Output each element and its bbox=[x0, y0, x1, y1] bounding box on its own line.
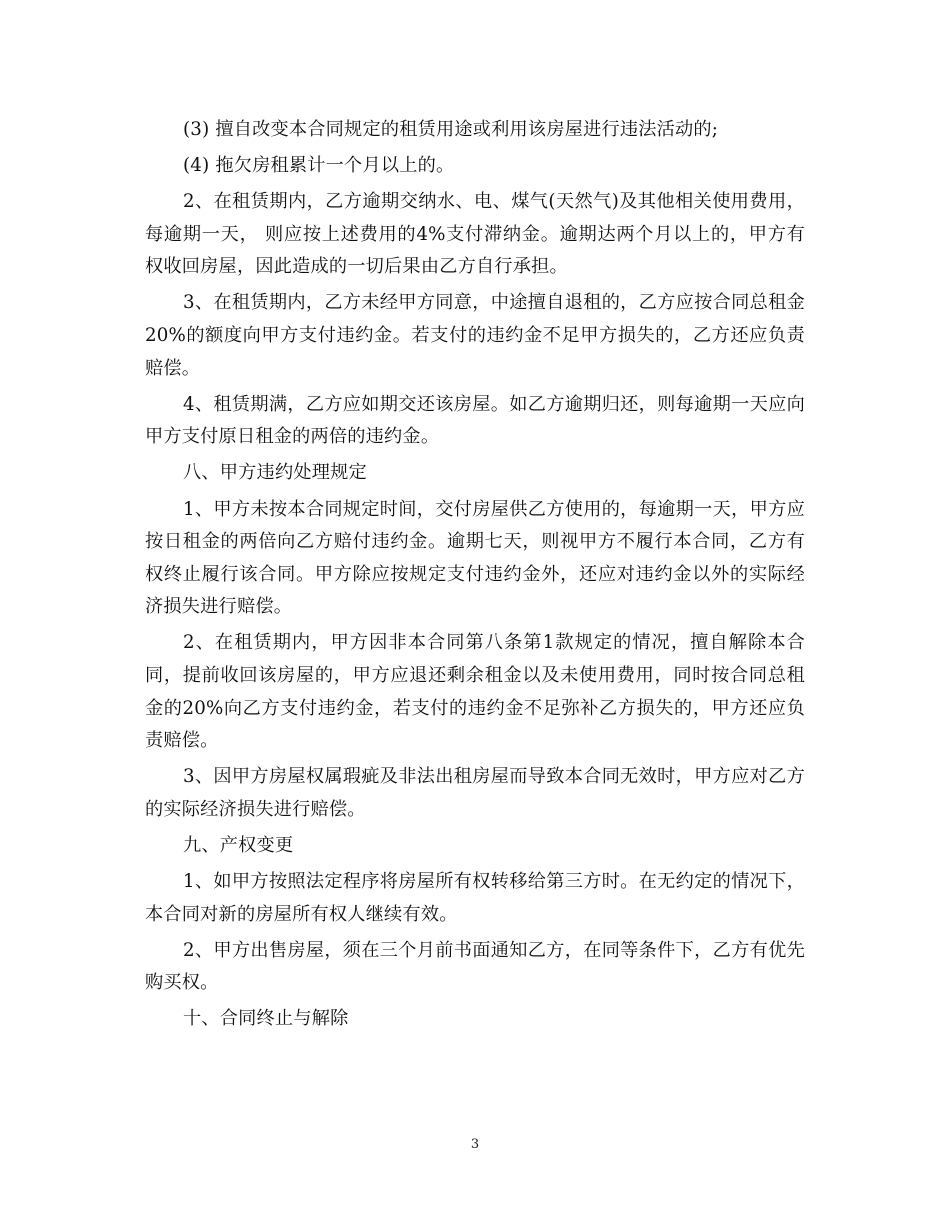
clause-item-3: (3) 擅自改变本合同规定的租赁用途或利用该房屋进行违法活动的; bbox=[183, 119, 719, 140]
section-8-clause-2: 2、在租赁期内，甲方因非本合同第八条第1款规定的情况，擅自解除本合同，提前收回该房屋的，甲方应退还剩余租金以及未使用费用，同时按合同总租金的20%向乙方支付违约金，若支付的违约金不足弥补乙方损失的，甲方还应负责赔偿。 bbox=[145, 632, 805, 752]
clause-2-late-fees: 2、在租赁期内，乙方逾期交纳水、电、煤气(天然气)及其他相关使用费用，每逾期一天， 则应按上述费用的4%支付滞纳金。逾期达两个月以上的，甲方有权收回房屋，因此造成的一切后果由乙方自行承担。 bbox=[145, 191, 805, 278]
document-body bbox=[145, 114, 805, 1040]
section-heading-10: 十、合同终止与解除 bbox=[183, 1008, 349, 1030]
section-heading-9: 九、产权变更 bbox=[183, 834, 294, 856]
section-heading-8: 八、甲方违约处理规定 bbox=[183, 462, 367, 484]
clause-3-early-termination: 3、在租赁期内，乙方未经甲方同意，中途擅自退租的，乙方应按合同总租金20%的额度向甲方支付违约金。若支付的违约金不足甲方损失的，乙方还应负责赔偿。 bbox=[145, 292, 805, 379]
page-number: 3 bbox=[470, 1137, 480, 1152]
clause-item-4: (4) 拖欠房租累计一个月以上的。 bbox=[183, 155, 455, 177]
clause-4-return-house: 4、租赁期满，乙方应如期交还该房屋。如乙方逾期归还，则每逾期一天应向甲方支付原日租金的两倍的违约金。 bbox=[145, 393, 805, 448]
section-8-clause-3: 3、因甲方房屋权属瑕疵及非法出租房屋而导致本合同无效时，甲方应对乙方的实际经济损失进行赔偿。 bbox=[145, 766, 805, 820]
section-9-clause-1: 1、如甲方按照法定程序将房屋所有权转移给第三方时。在无约定的情况下，本合同对新的房屋所有权人继续有效。 bbox=[145, 871, 805, 925]
section-8-clause-1: 1、甲方未按本合同规定时间，交付房屋供乙方使用的，每逾期一天，甲方应按日租金的两倍向乙方赔付违约金。逾期七天，则视甲方不履行本合同，乙方有权终止履行该合同。甲方除应按规定支付违约金外，还应对违约金以外的实际经济损失进行赔偿。 bbox=[145, 498, 805, 618]
section-9-clause-2: 2、甲方出售房屋，须在三个月前书面通知乙方，在同等条件下，乙方有优先购买权。 bbox=[145, 939, 805, 994]
